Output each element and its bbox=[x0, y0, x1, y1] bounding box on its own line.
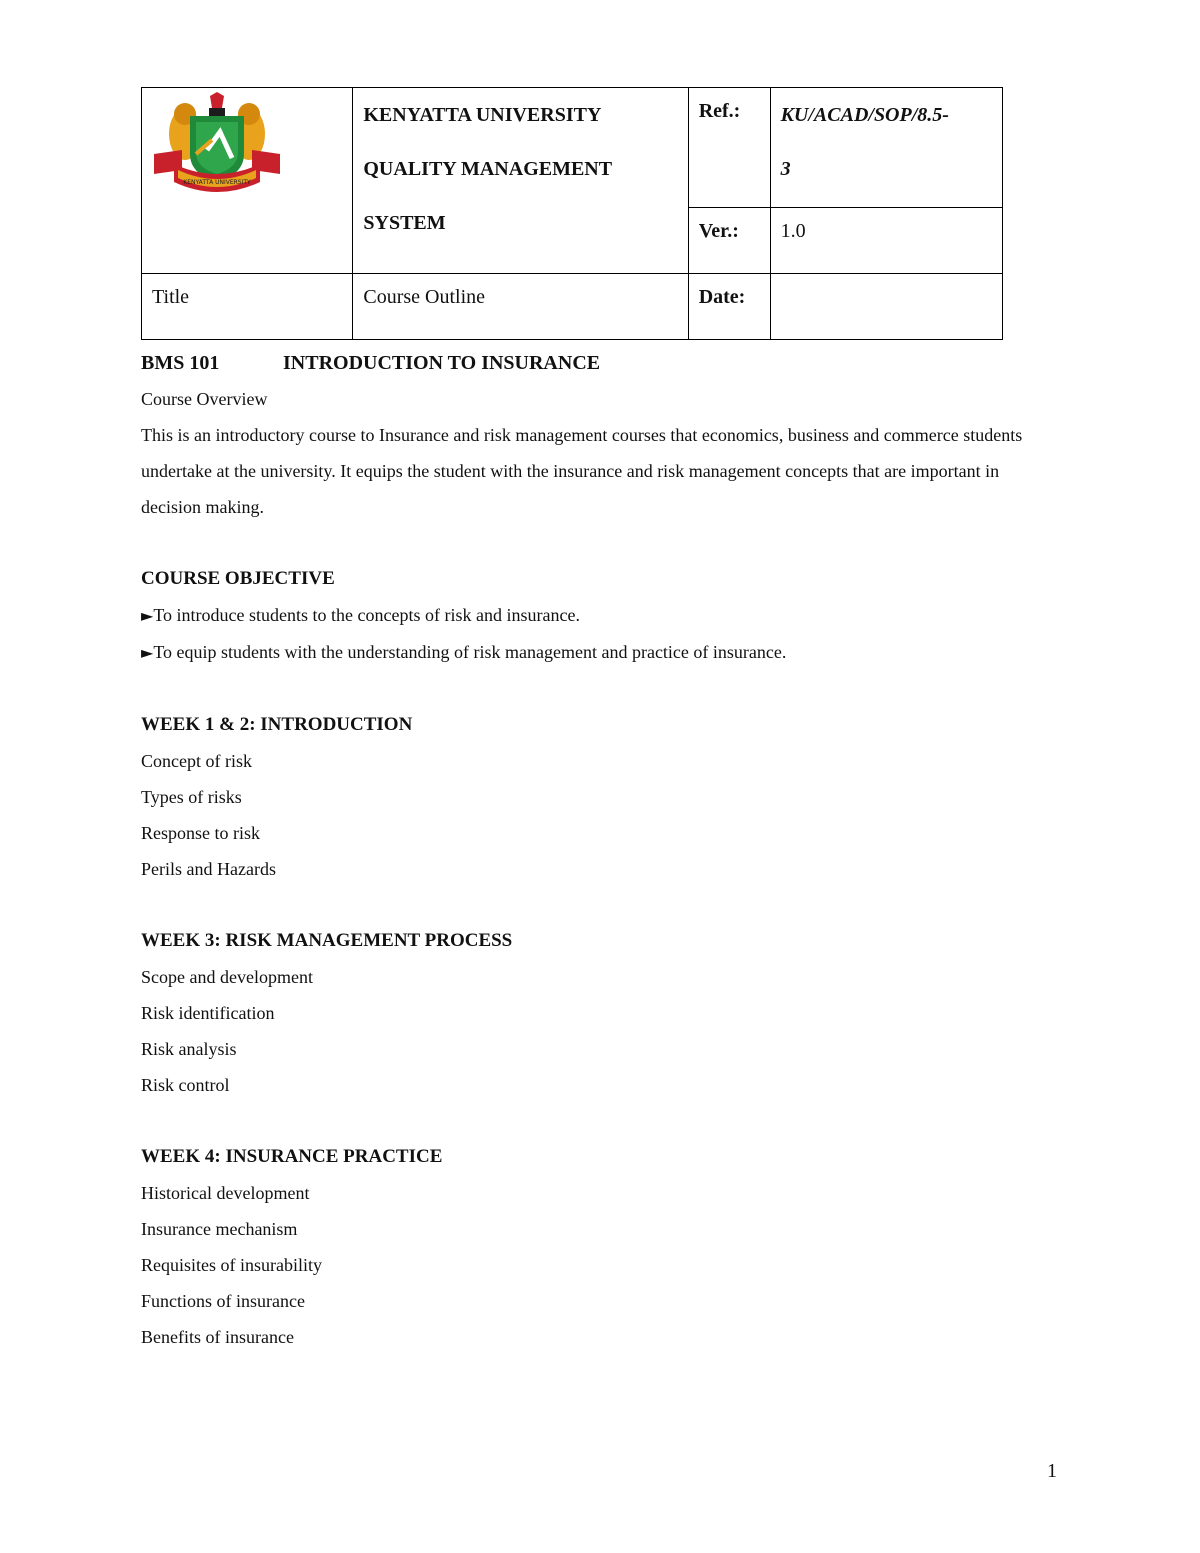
document-body bbox=[141, 345, 1071, 1355]
date-value bbox=[770, 274, 1002, 340]
ref-label: Ref.: bbox=[688, 88, 770, 208]
topic-item: Concept of risk bbox=[141, 751, 252, 771]
topic-item: Response to risk bbox=[141, 823, 260, 843]
topic-item: Types of risks bbox=[141, 787, 242, 807]
bullet-arrow-icon: ► bbox=[141, 643, 154, 662]
system-line-2: SYSTEM bbox=[363, 212, 446, 234]
date-label: Date: bbox=[688, 274, 770, 340]
bullet-arrow-icon: ► bbox=[141, 606, 154, 625]
course-title bbox=[141, 345, 1071, 381]
system-line-1: QUALITY MANAGEMENT bbox=[363, 158, 613, 180]
ver-label: Ver.: bbox=[688, 208, 770, 274]
objective-item: ►To introduce students to the concepts of risk and insurance. bbox=[141, 605, 580, 625]
course-code: BMS 101 bbox=[141, 352, 220, 374]
topic-item: Risk analysis bbox=[141, 1039, 237, 1059]
topic-item: Scope and development bbox=[141, 967, 313, 987]
ref-value-line-1: KU/ACAD/SOP/8.5- bbox=[780, 104, 949, 126]
ver-value: 1.0 bbox=[770, 208, 1002, 274]
course-name: INTRODUCTION TO INSURANCE bbox=[283, 352, 601, 374]
topic-item: Risk control bbox=[141, 1075, 230, 1095]
ref-value-line-2: 3 bbox=[780, 158, 791, 180]
overview-text: This is an introductory course to Insurance and risk management courses that economics, business and commerce students undertake at the university. It equips the student with the insurance and risk management concepts that are important in decision making. bbox=[141, 425, 1023, 517]
university-name: KENYATTA UNIVERSITY bbox=[363, 104, 602, 126]
topic-item: Perils and Hazards bbox=[141, 859, 276, 879]
ref-value-cell bbox=[770, 88, 1002, 208]
title-value: Course Outline bbox=[353, 274, 688, 340]
logo-ribbon-text: KENYATTA UNIVERSITY bbox=[183, 179, 251, 186]
objective-item: ►To equip students with the understanding of risk management and practice of insurance. bbox=[141, 642, 787, 662]
topic-item: Requisites of insurability bbox=[141, 1255, 322, 1275]
university-system-cell bbox=[353, 88, 688, 274]
topic-item: Insurance mechanism bbox=[141, 1219, 298, 1239]
topic-item: Historical development bbox=[141, 1183, 310, 1203]
objective-heading: COURSE OBJECTIVE bbox=[141, 568, 335, 589]
overview-label: Course Overview bbox=[141, 389, 268, 409]
topic-item: Risk identification bbox=[141, 1003, 275, 1023]
week-heading: WEEK 3: RISK MANAGEMENT PROCESS bbox=[141, 930, 513, 951]
topic-item: Benefits of insurance bbox=[141, 1327, 294, 1347]
title-label: Title bbox=[142, 274, 353, 340]
document-header-table bbox=[141, 87, 1003, 340]
week-heading: WEEK 4: INSURANCE PRACTICE bbox=[141, 1146, 443, 1167]
kenyatta-university-logo bbox=[152, 92, 282, 204]
logo-cell bbox=[142, 88, 353, 274]
topic-item: Functions of insurance bbox=[141, 1291, 305, 1311]
week-heading: WEEK 1 & 2: INTRODUCTION bbox=[141, 714, 413, 735]
page-number: 1 bbox=[1047, 1460, 1057, 1482]
